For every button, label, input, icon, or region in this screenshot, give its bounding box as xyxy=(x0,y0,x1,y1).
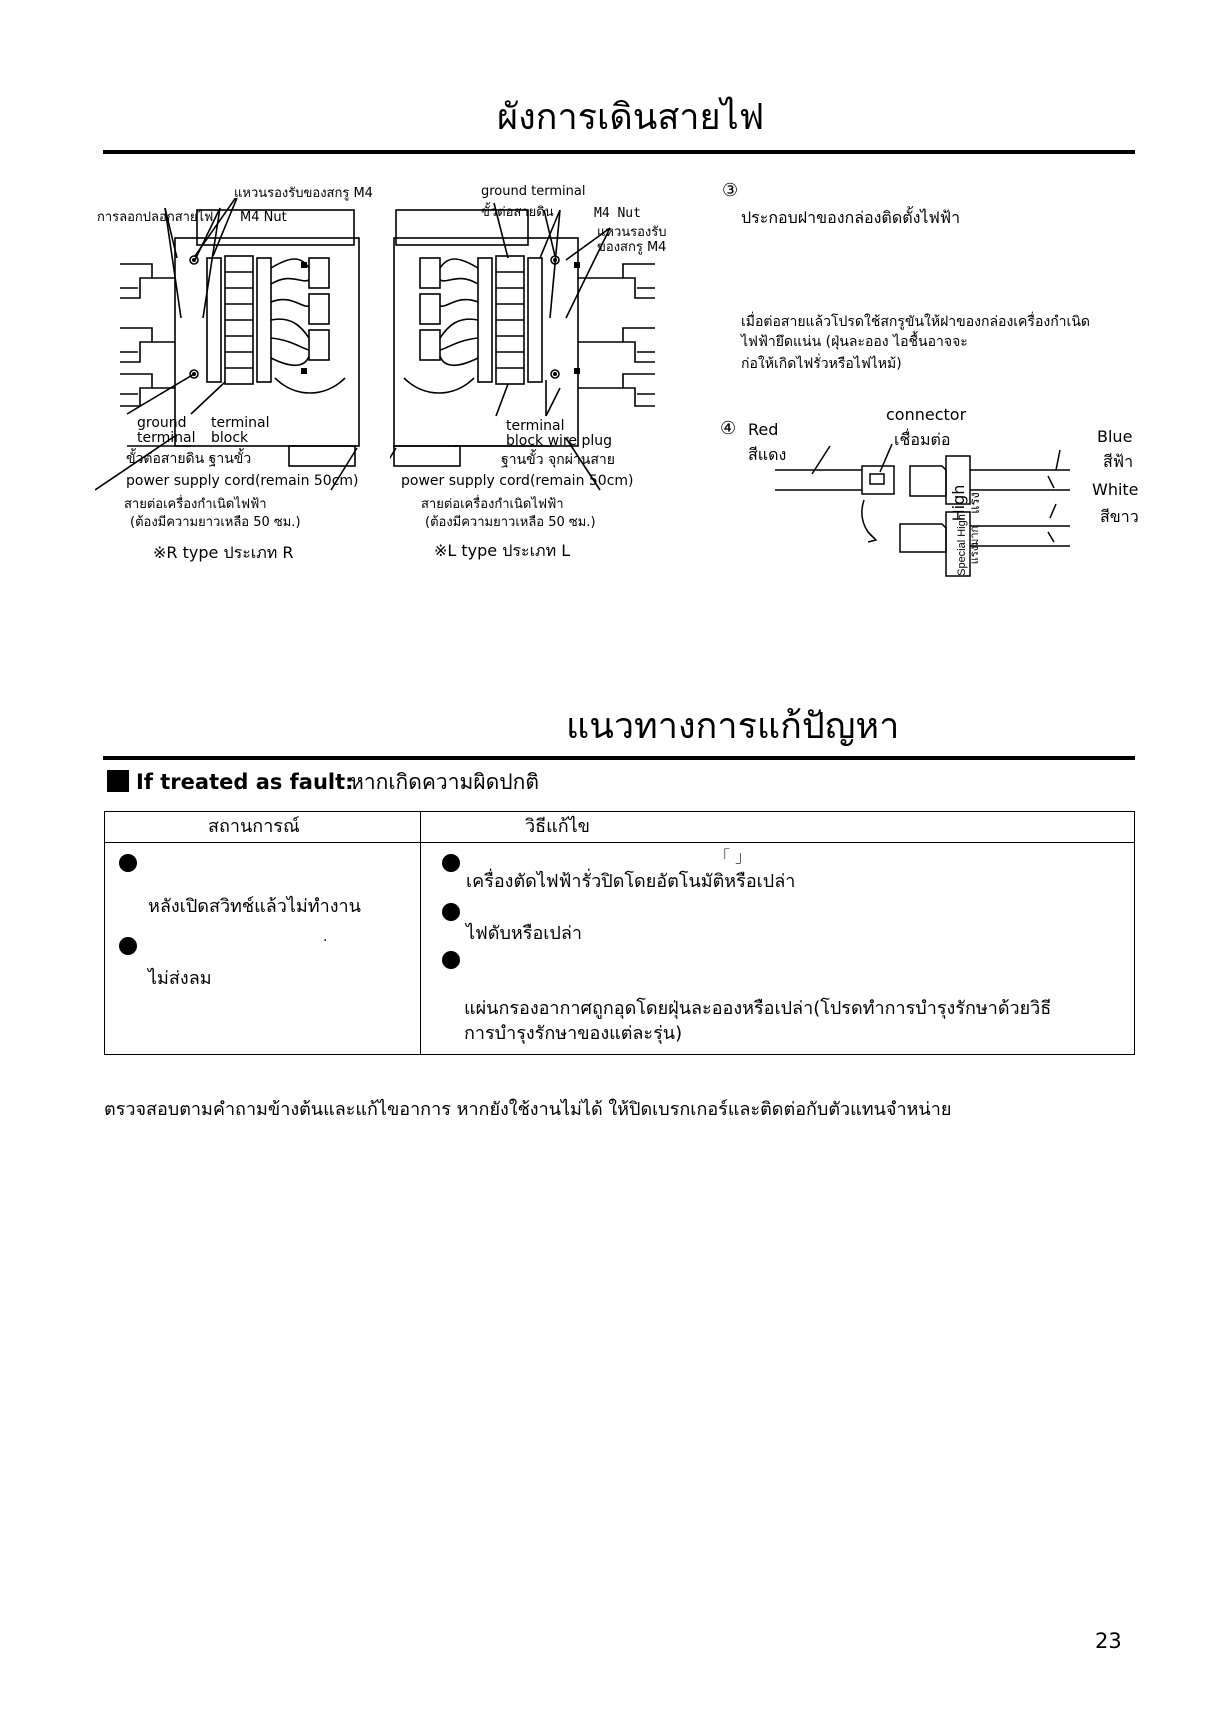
l-ground-th: ขั้วต่อสายดิน xyxy=(481,205,554,220)
l-nut-label: M4 Nut xyxy=(594,206,641,221)
l-cord-th-2: (ต้องมีความยาวเหลือ 50 ซม.) xyxy=(425,515,596,530)
l-block-en-1: terminal xyxy=(506,418,565,434)
header-solution: วิธีแก้ไข xyxy=(525,816,590,837)
bullet-icon xyxy=(119,937,137,955)
solution-3a: แผ่นกรองอากาศถูกอุดโดยฝุ่นละอองหรือเปล่า(โปรดทำการบำรุงรักษาด้วยวิธี xyxy=(464,998,1052,1019)
header-solution-cell xyxy=(421,812,1135,843)
l-washer-2: ของสกรู M4 xyxy=(597,240,667,255)
solution-1: เครื่องตัดไฟฟ้ารั่วปิดโดยอัตโนมัติหรือเปล่า xyxy=(466,871,796,892)
footer-note: ตรวจสอบตามคำถามข้างต้นและแก้ไขอาการ หากยังใช้งานไม่ได้ ให้ปิดเบรกเกอร์และติดต่อกับตัวแทนจำหน่าย xyxy=(104,1099,952,1120)
r-ground-label-2: terminal xyxy=(137,430,196,446)
step3-note-1: เมื่อต่อสายแล้วโปรดใช้สกรูขันให้ฝาของกล่องเครื่องกำเนิด xyxy=(741,314,1090,330)
header-situation: สถานการณ์ xyxy=(208,816,300,837)
fault-square-icon xyxy=(107,770,129,792)
l-ground-en: ground terminal xyxy=(481,184,586,199)
step4-number: ④ xyxy=(720,418,737,439)
solution-cell xyxy=(421,843,1135,1055)
situation-dot: · xyxy=(323,933,328,949)
step3-number: ③ xyxy=(722,180,739,201)
high-tag-en: High xyxy=(949,484,968,522)
title-rule xyxy=(103,150,1135,154)
bullet-icon xyxy=(442,951,460,969)
table-header-row xyxy=(105,812,1135,843)
special-tag-en: Special High xyxy=(956,514,968,576)
r-cord-en: power supply cord(remain 50cm) xyxy=(126,473,359,489)
r-nut-label: M4 Nut xyxy=(240,210,287,225)
red-label-en: Red xyxy=(748,420,779,439)
r-cord-th-1: สายต่อเครื่องกำเนิดไฟฟ้า xyxy=(124,497,267,512)
troubleshoot-title: แนวทางการแก้ปัญหา xyxy=(566,706,900,747)
r-washer-label: แหวนรองรับของสกรู M4 xyxy=(234,186,373,201)
situation-1: หลังเปิดสวิทช์แล้วไม่ทำงาน xyxy=(148,896,361,917)
header-situation-cell xyxy=(105,812,421,843)
red-label-th: สีแดง xyxy=(748,445,787,464)
step3-heading: ประกอบฝาของกล่องติดตั้งไฟฟ้า xyxy=(741,208,961,227)
r-strip-label: การลอกปลอกสายไฟ xyxy=(97,210,214,225)
bullet-icon xyxy=(442,903,460,921)
r-ground-label-1: ground xyxy=(137,415,187,431)
l-block-th: ฐานขั้ว จุกผ่านสาย xyxy=(501,452,615,468)
connector-drawing xyxy=(770,440,1080,585)
fault-heading-en: If treated as fault: xyxy=(136,770,354,794)
solution-2: ไฟดับหรือเปล่า xyxy=(466,923,582,944)
wiring-title: ผังการเดินสายไฟ xyxy=(497,97,765,138)
situation-2: ไม่ส่งลม xyxy=(148,968,212,989)
page-number: 23 xyxy=(1095,1629,1122,1653)
l-cord-en: power supply cord(remain 50cm) xyxy=(401,473,634,489)
solution-bracket: 「 」 xyxy=(714,847,752,866)
blue-label-th: สีฟ้า xyxy=(1103,452,1134,471)
r-type-caption: ※R type ประเภท R xyxy=(153,543,294,562)
fault-heading-th: หากเกิดความผิดปกติ xyxy=(350,770,539,794)
table-row xyxy=(105,843,1135,1055)
l-washer-1: แหวนรองรับ xyxy=(597,225,667,240)
white-label-en: White xyxy=(1092,480,1139,499)
l-block-en-2: block wire plug xyxy=(506,433,612,449)
special-tag-th: แรงมาก xyxy=(969,525,981,565)
blue-label-en: Blue xyxy=(1097,427,1133,446)
step3-note-2: ไฟฟ้ายึดแน่น (ฝุ่นละออง ไอชื้นอาจจะ xyxy=(741,334,968,350)
r-block-label-2: block xyxy=(211,430,249,446)
situation-cell xyxy=(105,843,421,1055)
l-cord-th-1: สายต่อเครื่องกำเนิดไฟฟ้า xyxy=(421,497,564,512)
connector-label-th: เชื่อมต่อ xyxy=(894,430,951,449)
r-cord-th-2: (ต้องมีความยาวเหลือ 50 ซม.) xyxy=(130,515,301,530)
special-tag xyxy=(956,511,986,579)
bullet-icon xyxy=(442,854,460,872)
high-tag-th: แรง xyxy=(968,492,983,514)
white-label-th: สีขาว xyxy=(1100,507,1139,526)
connector-label-en: connector xyxy=(886,405,967,424)
r-ground-block-th: ขั้วต่อสายดิน ฐานขั้ว xyxy=(126,451,252,467)
r-block-label-1: terminal xyxy=(211,415,270,431)
bullet-icon xyxy=(119,854,137,872)
troubleshoot-rule xyxy=(103,756,1135,760)
l-type-caption: ※L type ประเภท L xyxy=(434,541,571,560)
step3-note-3: ก่อให้เกิดไฟรั่วหรือไฟไหม้) xyxy=(741,356,902,372)
fault-table xyxy=(104,811,1135,1055)
solution-3b: การบำรุงรักษาของแต่ละรุ่น) xyxy=(464,1023,683,1044)
